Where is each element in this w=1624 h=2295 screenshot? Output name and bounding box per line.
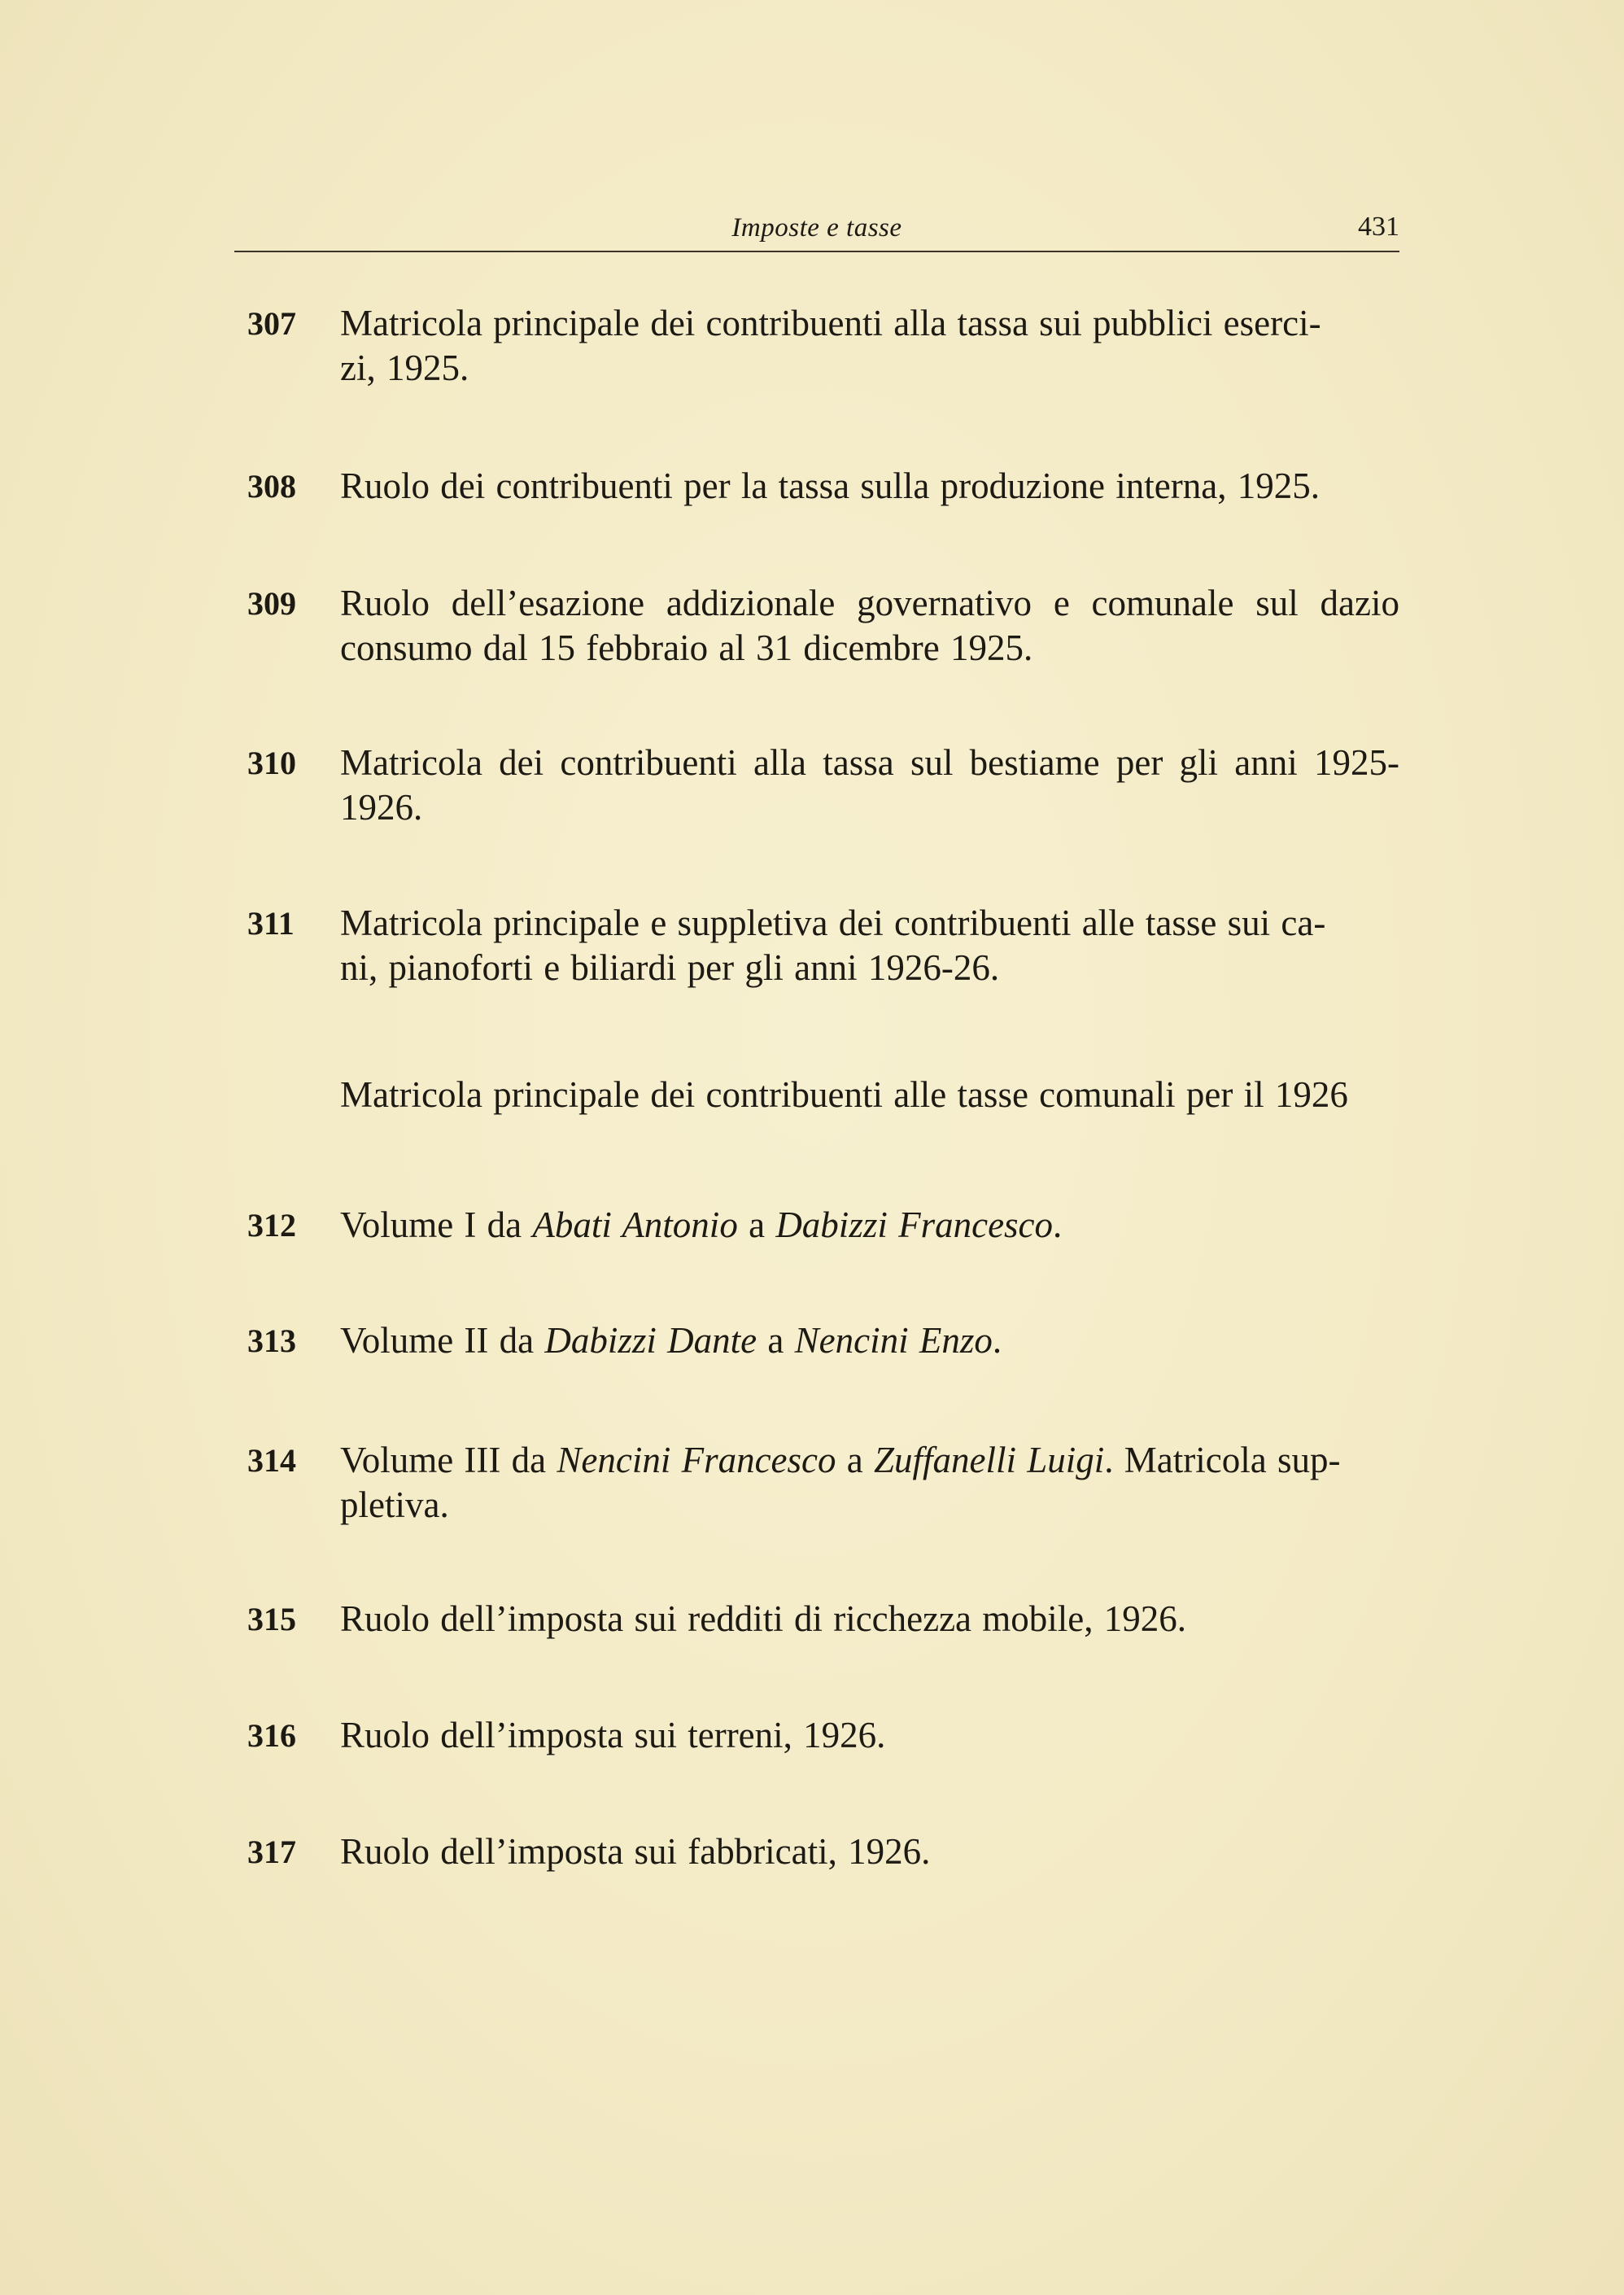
- entry-315: [234, 1597, 1399, 1641]
- entry-312: [234, 1203, 1399, 1248]
- to-name: Nencini Enzo: [794, 1320, 993, 1361]
- page-header: [234, 210, 1399, 252]
- entry-text: Volume II da Dabizzi Dante a Nencini Enzo.: [340, 1320, 1002, 1361]
- entry-number: 309: [247, 585, 296, 622]
- entry-308: [234, 464, 1399, 509]
- entry-314: [234, 1438, 1399, 1528]
- group-heading-text: Matricola principale dei contribuenti alle tasse comunali per il 1926: [340, 1074, 1348, 1115]
- from-name: Abati Antonio: [532, 1204, 738, 1245]
- entry-number: 313: [247, 1322, 296, 1359]
- page-number: 431: [1358, 212, 1399, 242]
- entry-number: 308: [247, 468, 296, 505]
- entry-text: Ruolo dell’esazione addizionale governativo e comunale sul dazio consumo dal 15 febbraio al 31 dicembre 1925.: [340, 583, 1399, 668]
- entry-number: 310: [247, 745, 296, 781]
- entry-text: Ruolo dell’imposta sui terreni, 1926.: [340, 1715, 886, 1755]
- entry-text: Ruolo dell’imposta sui redditi di ricchezza mobile, 1926.: [340, 1598, 1187, 1639]
- entry-309: [234, 581, 1399, 671]
- entry-number: 315: [247, 1601, 296, 1637]
- entry-number: 314: [247, 1442, 296, 1479]
- entry-text: Ruolo dei contribuenti per la tassa sulla produzione interna, 1925.: [340, 466, 1320, 506]
- entry-310: [234, 741, 1399, 830]
- from-name: Nencini Francesco: [557, 1440, 836, 1480]
- entry-307: [234, 301, 1399, 391]
- entry-text: Matricola principale e suppletiva dei contribuenti alle tasse sui ca- ni, pianoforti e biliardi per gli anni 1926-26.: [340, 903, 1326, 988]
- entry-313: [234, 1318, 1399, 1363]
- entry-number: 317: [247, 1834, 296, 1870]
- entry-text: Matricola principale dei contribuenti alla tassa sui pubblici eserci- zi, 1925.: [340, 303, 1321, 388]
- from-name: Dabizzi Dante: [544, 1320, 757, 1361]
- entry-text: Matricola dei contribuenti alla tassa sul bestiame per gli anni 1925-1926.: [340, 742, 1399, 828]
- entry-text: Ruolo dell’imposta sui fabbricati, 1926.: [340, 1831, 931, 1872]
- running-title: Imposte e tasse: [731, 213, 902, 243]
- entry-number: 311: [247, 905, 295, 942]
- group-heading: [234, 1073, 1399, 1117]
- entry-text: Volume III da Nencini Francesco a Zuffanelli Luigi. Matricola sup- pletiva.: [340, 1440, 1341, 1525]
- entry-316: [234, 1713, 1399, 1758]
- to-name: Dabizzi Francesco: [775, 1204, 1054, 1245]
- to-name: Zuffanelli Luigi: [874, 1440, 1105, 1480]
- entry-text: Volume I da Abati Antonio a Dabizzi Francesco.: [340, 1204, 1063, 1245]
- entry-number: 307: [247, 305, 296, 342]
- entry-317: [234, 1829, 1399, 1874]
- entry-number: 312: [247, 1207, 296, 1244]
- entry-number: 316: [247, 1717, 296, 1754]
- entry-311: [234, 901, 1399, 990]
